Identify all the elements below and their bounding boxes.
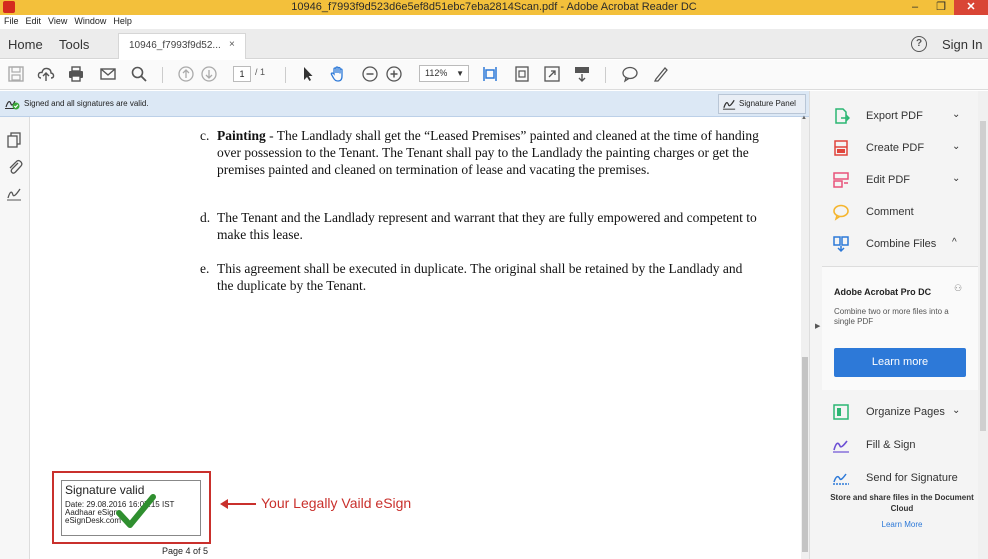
clause-text: This agreement shall be executed in duplicate. The original shall be retained by the Landlady and the duplicate by the Tenant. (217, 261, 743, 293)
signature-valid-icon (4, 96, 20, 110)
left-navigation-pane (0, 117, 30, 559)
document-scrollbar[interactable] (801, 117, 809, 559)
maximize-button[interactable]: ❐ (936, 1, 946, 13)
annotation-arrow (222, 503, 256, 505)
create-pdf-label: Create PDF (866, 142, 925, 154)
clause-text: The Tenant and the Landlady represent and warrant that they are fully empowered and competent to make this lease. (217, 210, 757, 242)
chevron-up-icon[interactable]: ^ (952, 237, 957, 248)
comment-icon[interactable] (620, 65, 640, 85)
chevron-down-icon[interactable]: ⌄ (952, 173, 961, 184)
menu-edit[interactable]: Edit (25, 16, 42, 26)
menu-bar (0, 15, 988, 29)
promo-title: Adobe Acrobat Pro DC (834, 287, 932, 297)
page-label: Page 4 of 5 (162, 546, 209, 556)
upload-cloud-icon[interactable] (36, 65, 56, 85)
create-pdf-icon (832, 139, 850, 157)
fill-sign-icon (832, 436, 850, 454)
zoom-out-icon[interactable] (360, 65, 380, 85)
toolbar-separator (285, 67, 286, 83)
title-bar (0, 0, 988, 15)
menu-file[interactable]: File (4, 16, 19, 26)
tab-close-icon[interactable]: × (229, 39, 235, 50)
toolbar-separator (605, 67, 606, 83)
sign-in-link[interactable]: Sign In (942, 37, 983, 52)
chevron-down-icon[interactable]: ⌄ (952, 141, 961, 152)
fill-sign-label: Fill & Sign (866, 439, 916, 451)
zoom-select[interactable] (419, 65, 469, 82)
signature-banner (0, 91, 809, 117)
next-page-icon[interactable] (199, 65, 219, 85)
menu-window[interactable]: Window (74, 16, 107, 26)
email-icon[interactable] (98, 65, 118, 85)
clause-c (200, 127, 760, 178)
clause-marker: c. (200, 128, 210, 143)
export-pdf-icon (832, 107, 850, 125)
cloud-learn-more-link[interactable]: Learn More (881, 520, 923, 529)
annotation-text: Your Legally Vaild eSign (261, 495, 412, 511)
edit-pdf-icon (832, 171, 850, 189)
clause-e (200, 260, 760, 294)
clause-marker: d. (200, 210, 211, 225)
zoom-value: 112% (425, 68, 448, 78)
signature-provider: Aadhaar eSign (65, 508, 118, 517)
toolbar (0, 60, 988, 90)
checkmark-icon (116, 493, 156, 532)
signature-title: Signature valid (65, 483, 145, 497)
attachment-icon[interactable] (6, 158, 24, 176)
signature-pen-icon (722, 97, 737, 118)
organize-pages-icon (832, 403, 850, 421)
zoom-in-icon[interactable] (384, 65, 404, 85)
export-pdf-label: Export PDF (866, 110, 923, 122)
promo-description: Combine two or more files into a single PDF (834, 307, 949, 326)
clause-d (200, 209, 760, 243)
full-screen-icon[interactable] (542, 65, 562, 85)
signature-date: Date: 29.08.2016 16:07:15 IST (65, 500, 175, 509)
chevron-down-icon: ▼ (456, 69, 464, 78)
save-icon[interactable] (6, 65, 26, 85)
tab-home[interactable]: Home (8, 37, 43, 52)
page-view-icon[interactable] (512, 65, 532, 85)
learn-more-button[interactable]: Learn more (834, 348, 966, 377)
chevron-down-icon[interactable]: ⌄ (952, 109, 961, 120)
page-number-input[interactable]: 1 (233, 66, 251, 82)
fit-page-icon[interactable] (480, 65, 500, 85)
scrollbar-thumb[interactable] (802, 357, 808, 552)
scroll-up-icon[interactable]: ▲ (801, 115, 807, 121)
signature-panel-label: Signature Panel (739, 99, 796, 108)
scroll-mode-icon[interactable] (572, 65, 592, 85)
menu-view[interactable]: View (48, 16, 68, 26)
cloud-promo-text: Store and share files in the Document Cloud (830, 493, 974, 513)
hand-tool-icon[interactable] (328, 65, 348, 85)
help-icon[interactable]: ? (911, 36, 927, 52)
combine-files-label: Combine Files (866, 238, 937, 250)
document-cloud-footer (822, 492, 982, 529)
search-icon[interactable] (129, 65, 149, 85)
previous-page-icon[interactable] (176, 65, 196, 85)
organize-pages-label: Organize Pages (866, 406, 945, 418)
chevron-down-icon[interactable]: ⌄ (952, 405, 961, 416)
combine-files-icon (832, 235, 850, 253)
highlight-pen-icon[interactable] (651, 65, 671, 85)
close-button[interactable]: ✕ (954, 0, 988, 15)
signature-issuer: eSignDesk.com (65, 516, 122, 525)
tab-tools[interactable]: Tools (59, 37, 90, 52)
print-icon[interactable] (66, 65, 86, 85)
signature-status-text: Signed and all signatures are valid. (24, 99, 149, 108)
send-for-signature-icon (832, 469, 850, 487)
page-total: / 1 (255, 67, 266, 77)
signature-field[interactable] (61, 480, 201, 536)
comment-label: Comment (866, 206, 914, 218)
comment-tool-icon (832, 203, 850, 221)
collapse-right-pane-icon[interactable]: ▶ (815, 323, 821, 330)
toolbar-separator (162, 67, 163, 83)
clause-text: - The Landlady shall get the “Leased Premises” painted and cleaned at the time of handing over possession to the Tenant. The Tenant shall pay to the Landlady the painting charges or get the premises painted and cleaned on termination of lease and vacating the premises. (217, 128, 759, 177)
tab-document-label: 10946_f7993f9d52... (129, 40, 221, 51)
tab-document[interactable] (118, 33, 246, 59)
link-icon[interactable]: ⚇ (954, 283, 963, 293)
page-thumbnails-icon[interactable] (6, 131, 24, 149)
signature-panel-button[interactable] (718, 94, 806, 114)
clause-marker: e. (200, 261, 210, 276)
select-cursor-icon[interactable] (298, 65, 318, 85)
edit-pdf-label: Edit PDF (866, 174, 911, 186)
signatures-icon[interactable] (6, 185, 24, 203)
tab-bar (0, 29, 988, 59)
send-for-signature-label: Send for Signature (866, 472, 958, 484)
minimize-button[interactable]: – (911, 1, 919, 13)
clause-heading: Painting (217, 128, 266, 143)
window-title: 10946_f7993f9d523d6e5ef8d51ebc7eba2814Scan.pdf - Adobe Acrobat Reader DC (291, 1, 697, 13)
tools-pane-scrollbar[interactable] (978, 91, 988, 559)
scrollbar-thumb[interactable] (980, 121, 986, 431)
menu-help[interactable]: Help (113, 16, 132, 26)
